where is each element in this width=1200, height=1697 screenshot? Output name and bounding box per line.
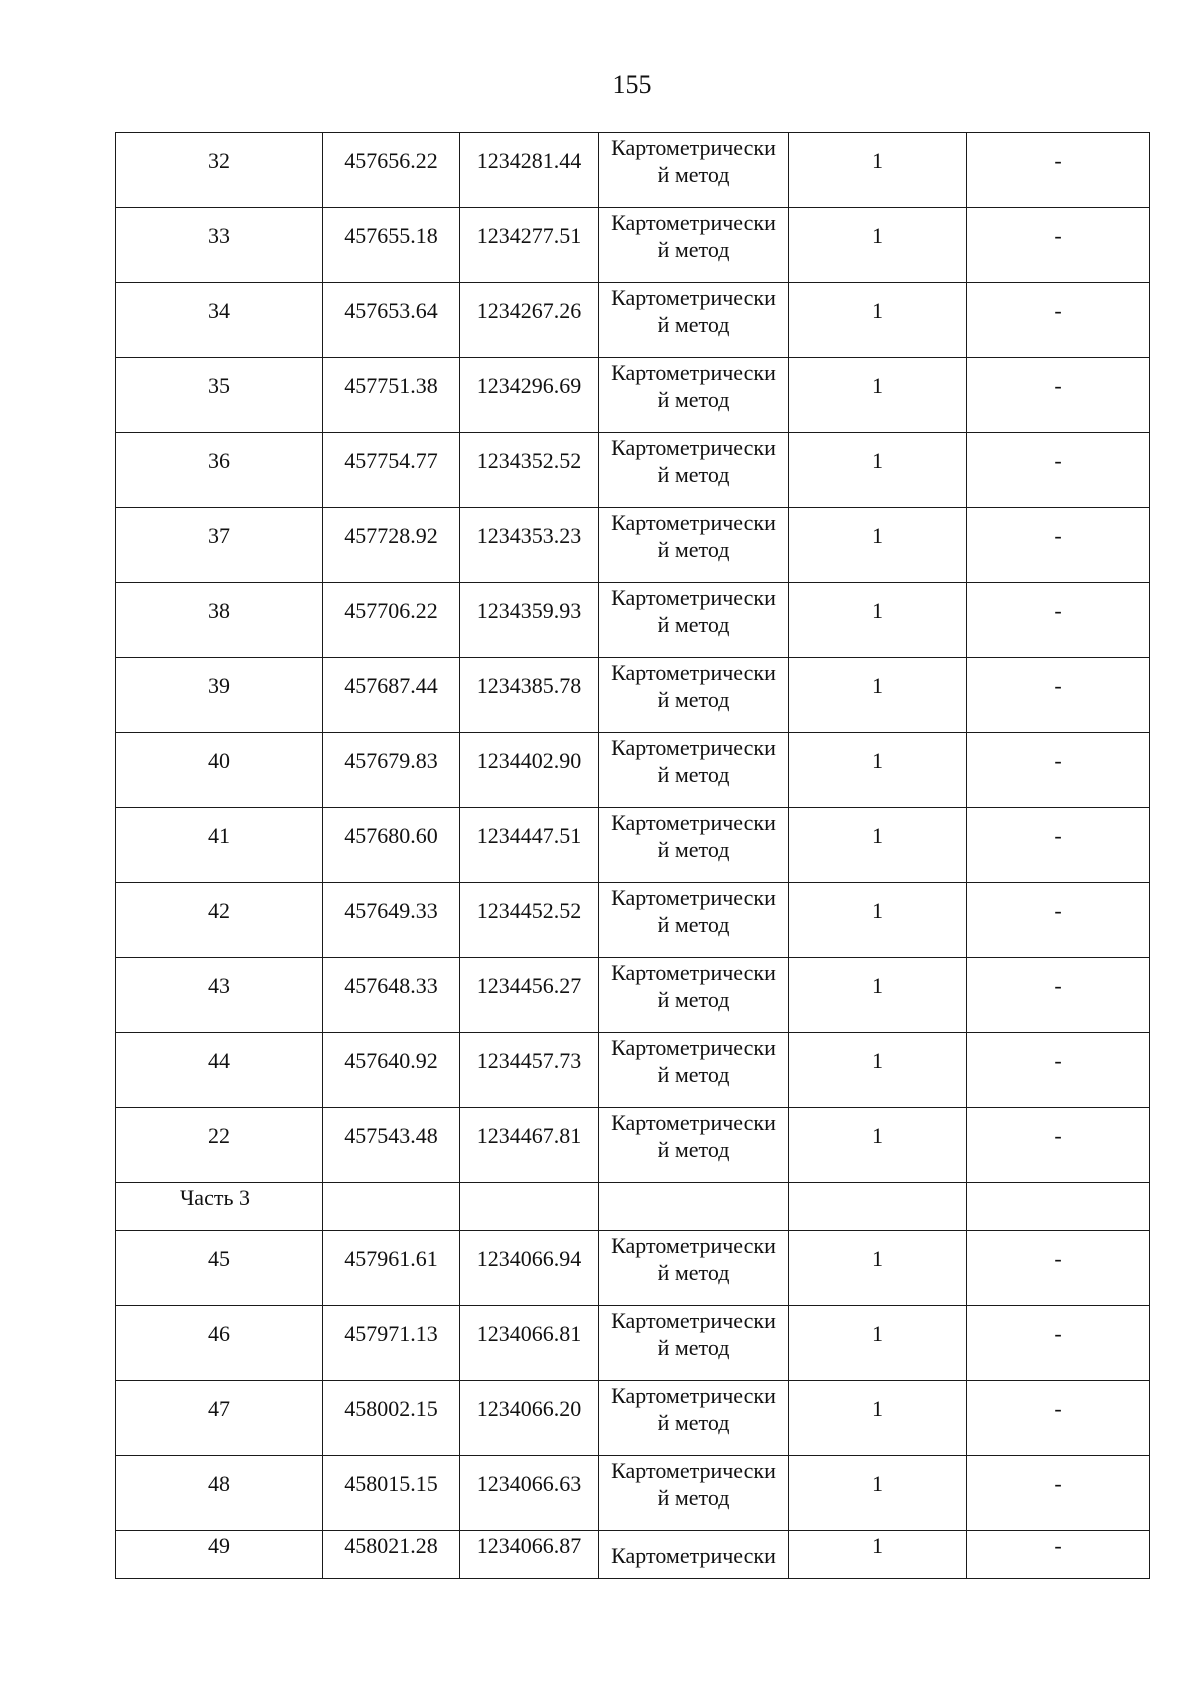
- method-line-2: й метод: [657, 837, 730, 862]
- table-row: [116, 733, 1150, 808]
- accuracy: 1: [789, 508, 967, 583]
- coord-y: 1234385.78: [460, 658, 599, 733]
- coord-x: 458015.15: [323, 1456, 460, 1531]
- coord-x: 457640.92: [323, 1033, 460, 1108]
- point-number: 45: [116, 1231, 323, 1306]
- note: -: [967, 1306, 1150, 1381]
- table-row: [116, 1456, 1150, 1531]
- coord-x: 457679.83: [323, 733, 460, 808]
- table-row: [116, 358, 1150, 433]
- method: [599, 508, 789, 583]
- method: [599, 133, 789, 208]
- coord-y: 1234447.51: [460, 808, 599, 883]
- coord-y: 1234452.52: [460, 883, 599, 958]
- rows-last: [116, 1531, 1150, 1579]
- coord-x: 458002.15: [323, 1381, 460, 1456]
- method: [599, 358, 789, 433]
- method-line-2: й метод: [657, 612, 730, 637]
- coord-x: 457680.60: [323, 808, 460, 883]
- method-line-1: Картометрически: [611, 885, 776, 910]
- point-number: 43: [116, 958, 323, 1033]
- method: [599, 1231, 789, 1306]
- note: -: [967, 208, 1150, 283]
- accuracy: 1: [789, 883, 967, 958]
- coord-x: 457648.33: [323, 958, 460, 1033]
- coord-x: 457687.44: [323, 658, 460, 733]
- section-part-3: [116, 1183, 1150, 1231]
- note: -: [967, 1108, 1150, 1183]
- note: -: [967, 658, 1150, 733]
- coord-y: 1234353.23: [460, 508, 599, 583]
- table-row: [116, 508, 1150, 583]
- method-line-2: й метод: [657, 162, 730, 187]
- method-line-1: Картометрически: [611, 135, 776, 160]
- method-line-2: й метод: [657, 1485, 730, 1510]
- coord-x: 457728.92: [323, 508, 460, 583]
- note: -: [967, 508, 1150, 583]
- accuracy: 1: [789, 808, 967, 883]
- coord-x: 457754.77: [323, 433, 460, 508]
- coord-x: 457961.61: [323, 1231, 460, 1306]
- method-line-1: Картометрически: [611, 210, 776, 235]
- method-line-2: й метод: [657, 462, 730, 487]
- point-number: 33: [116, 208, 323, 283]
- empty-cell: [460, 1183, 599, 1231]
- coord-x: 457656.22: [323, 133, 460, 208]
- point-number: 36: [116, 433, 323, 508]
- method-line-1: Картометрически: [611, 585, 776, 610]
- coord-x: 457751.38: [323, 358, 460, 433]
- coord-y: 1234066.63: [460, 1456, 599, 1531]
- point-number: 49: [116, 1531, 323, 1579]
- method-line-1: Картометрически: [611, 1233, 776, 1258]
- point-number: 46: [116, 1306, 323, 1381]
- note: -: [967, 133, 1150, 208]
- table-row: [116, 883, 1150, 958]
- method-line-2: й метод: [657, 537, 730, 562]
- method-line-1: Картометрически: [611, 735, 776, 760]
- method: [599, 958, 789, 1033]
- note: -: [967, 958, 1150, 1033]
- rows-part-b: [116, 1231, 1150, 1531]
- note: -: [967, 883, 1150, 958]
- point-number: 34: [116, 283, 323, 358]
- table-row: [116, 1231, 1150, 1306]
- coordinates-table: [115, 132, 1150, 1579]
- coord-y: 1234066.20: [460, 1381, 599, 1456]
- method: [599, 883, 789, 958]
- table-row: [116, 658, 1150, 733]
- method: [599, 1381, 789, 1456]
- method-line-1: Картометрически: [611, 435, 776, 460]
- accuracy: 1: [789, 358, 967, 433]
- method: [599, 208, 789, 283]
- method-line-2: й метод: [657, 312, 730, 337]
- method-line-2: й метод: [657, 1410, 730, 1435]
- note: -: [967, 433, 1150, 508]
- point-number: 47: [116, 1381, 323, 1456]
- coord-x: 457706.22: [323, 583, 460, 658]
- method: [599, 1456, 789, 1531]
- method: [599, 1033, 789, 1108]
- coord-y: 1234359.93: [460, 583, 599, 658]
- coord-y: 1234066.87: [460, 1531, 599, 1579]
- point-number: 22: [116, 1108, 323, 1183]
- method-line-1: Картометрически: [611, 285, 776, 310]
- coord-y: 1234456.27: [460, 958, 599, 1033]
- method: [599, 808, 789, 883]
- method: [599, 1306, 789, 1381]
- coord-x: 457543.48: [323, 1108, 460, 1183]
- table-row: [116, 1033, 1150, 1108]
- coord-y: 1234281.44: [460, 133, 599, 208]
- table-row: [116, 283, 1150, 358]
- method: [599, 658, 789, 733]
- method-line-2: й метод: [657, 387, 730, 412]
- empty-cell: [967, 1183, 1150, 1231]
- method-line-1: Картометрически: [611, 1383, 776, 1408]
- method-line-2: й метод: [657, 1062, 730, 1087]
- method-line-2: й метод: [657, 987, 730, 1012]
- coord-y: 1234277.51: [460, 208, 599, 283]
- coord-y: 1234467.81: [460, 1108, 599, 1183]
- coord-y: 1234066.94: [460, 1231, 599, 1306]
- point-number: 38: [116, 583, 323, 658]
- accuracy: 1: [789, 1531, 967, 1579]
- method: [599, 733, 789, 808]
- point-number: 41: [116, 808, 323, 883]
- coord-y: 1234296.69: [460, 358, 599, 433]
- note: -: [967, 1531, 1150, 1579]
- table-row: [116, 1531, 1150, 1579]
- coord-x: 457649.33: [323, 883, 460, 958]
- note: -: [967, 1381, 1150, 1456]
- accuracy: 1: [789, 1306, 967, 1381]
- coord-x: 458021.28: [323, 1531, 460, 1579]
- table-row: [116, 433, 1150, 508]
- accuracy: 1: [789, 283, 967, 358]
- note: -: [967, 1033, 1150, 1108]
- accuracy: 1: [789, 1456, 967, 1531]
- accuracy: 1: [789, 658, 967, 733]
- method-line-1: Картометрически: [611, 960, 776, 985]
- method-line-1: Картометрически: [611, 510, 776, 535]
- point-number: 32: [116, 133, 323, 208]
- note: -: [967, 733, 1150, 808]
- point-number: 35: [116, 358, 323, 433]
- table-row: [116, 1306, 1150, 1381]
- coord-y: 1234352.52: [460, 433, 599, 508]
- point-number: 39: [116, 658, 323, 733]
- point-number: 37: [116, 508, 323, 583]
- table-row: [116, 958, 1150, 1033]
- accuracy: 1: [789, 733, 967, 808]
- method-line-2: й метод: [657, 1335, 730, 1360]
- method: [599, 583, 789, 658]
- table-row: [116, 133, 1150, 208]
- coord-x: 457653.64: [323, 283, 460, 358]
- point-number: 44: [116, 1033, 323, 1108]
- note: -: [967, 358, 1150, 433]
- point-number: 40: [116, 733, 323, 808]
- method-line-1: Картометрически: [611, 810, 776, 835]
- method-line-2: й метод: [657, 912, 730, 937]
- accuracy: 1: [789, 433, 967, 508]
- table-row: [116, 583, 1150, 658]
- method: Картометрически: [599, 1531, 789, 1579]
- rows-part-a: [116, 133, 1150, 1183]
- section-label: Часть 3: [116, 1183, 323, 1231]
- accuracy: 1: [789, 958, 967, 1033]
- coord-x: 457971.13: [323, 1306, 460, 1381]
- method-line-2: й метод: [657, 237, 730, 262]
- method: [599, 1108, 789, 1183]
- point-number: 42: [116, 883, 323, 958]
- method-line-1: Картометрически: [611, 1308, 776, 1333]
- empty-cell: [789, 1183, 967, 1231]
- table-row: [116, 1108, 1150, 1183]
- table-row: [116, 208, 1150, 283]
- coord-y: 1234402.90: [460, 733, 599, 808]
- empty-cell: [323, 1183, 460, 1231]
- method-line-2: й метод: [657, 1260, 730, 1285]
- method: [599, 283, 789, 358]
- method-line-1: Картометрически: [611, 1110, 776, 1135]
- note: -: [967, 1456, 1150, 1531]
- accuracy: 1: [789, 1381, 967, 1456]
- method-line-2: й метод: [657, 762, 730, 787]
- accuracy: 1: [789, 1108, 967, 1183]
- note: -: [967, 283, 1150, 358]
- method-line-1: Картометрически: [611, 1035, 776, 1060]
- method-line-2: й метод: [657, 1137, 730, 1162]
- note: -: [967, 1231, 1150, 1306]
- table-row: [116, 1381, 1150, 1456]
- accuracy: 1: [789, 583, 967, 658]
- coord-y: 1234267.26: [460, 283, 599, 358]
- table-row: [116, 808, 1150, 883]
- section-row: [116, 1183, 1150, 1231]
- point-number: 48: [116, 1456, 323, 1531]
- coord-y: 1234457.73: [460, 1033, 599, 1108]
- method-line-1: Картометрически: [611, 660, 776, 685]
- note: -: [967, 808, 1150, 883]
- accuracy: 1: [789, 208, 967, 283]
- coord-x: 457655.18: [323, 208, 460, 283]
- method-line-2: й метод: [657, 687, 730, 712]
- accuracy: 1: [789, 1033, 967, 1108]
- accuracy: 1: [789, 133, 967, 208]
- coord-y: 1234066.81: [460, 1306, 599, 1381]
- method: [599, 433, 789, 508]
- method-line-1: Картометрически: [611, 360, 776, 385]
- empty-cell: [599, 1183, 789, 1231]
- note: -: [967, 583, 1150, 658]
- page-number: 155: [612, 70, 652, 99]
- method-line-1: Картометрически: [611, 1458, 776, 1483]
- accuracy: 1: [789, 1231, 967, 1306]
